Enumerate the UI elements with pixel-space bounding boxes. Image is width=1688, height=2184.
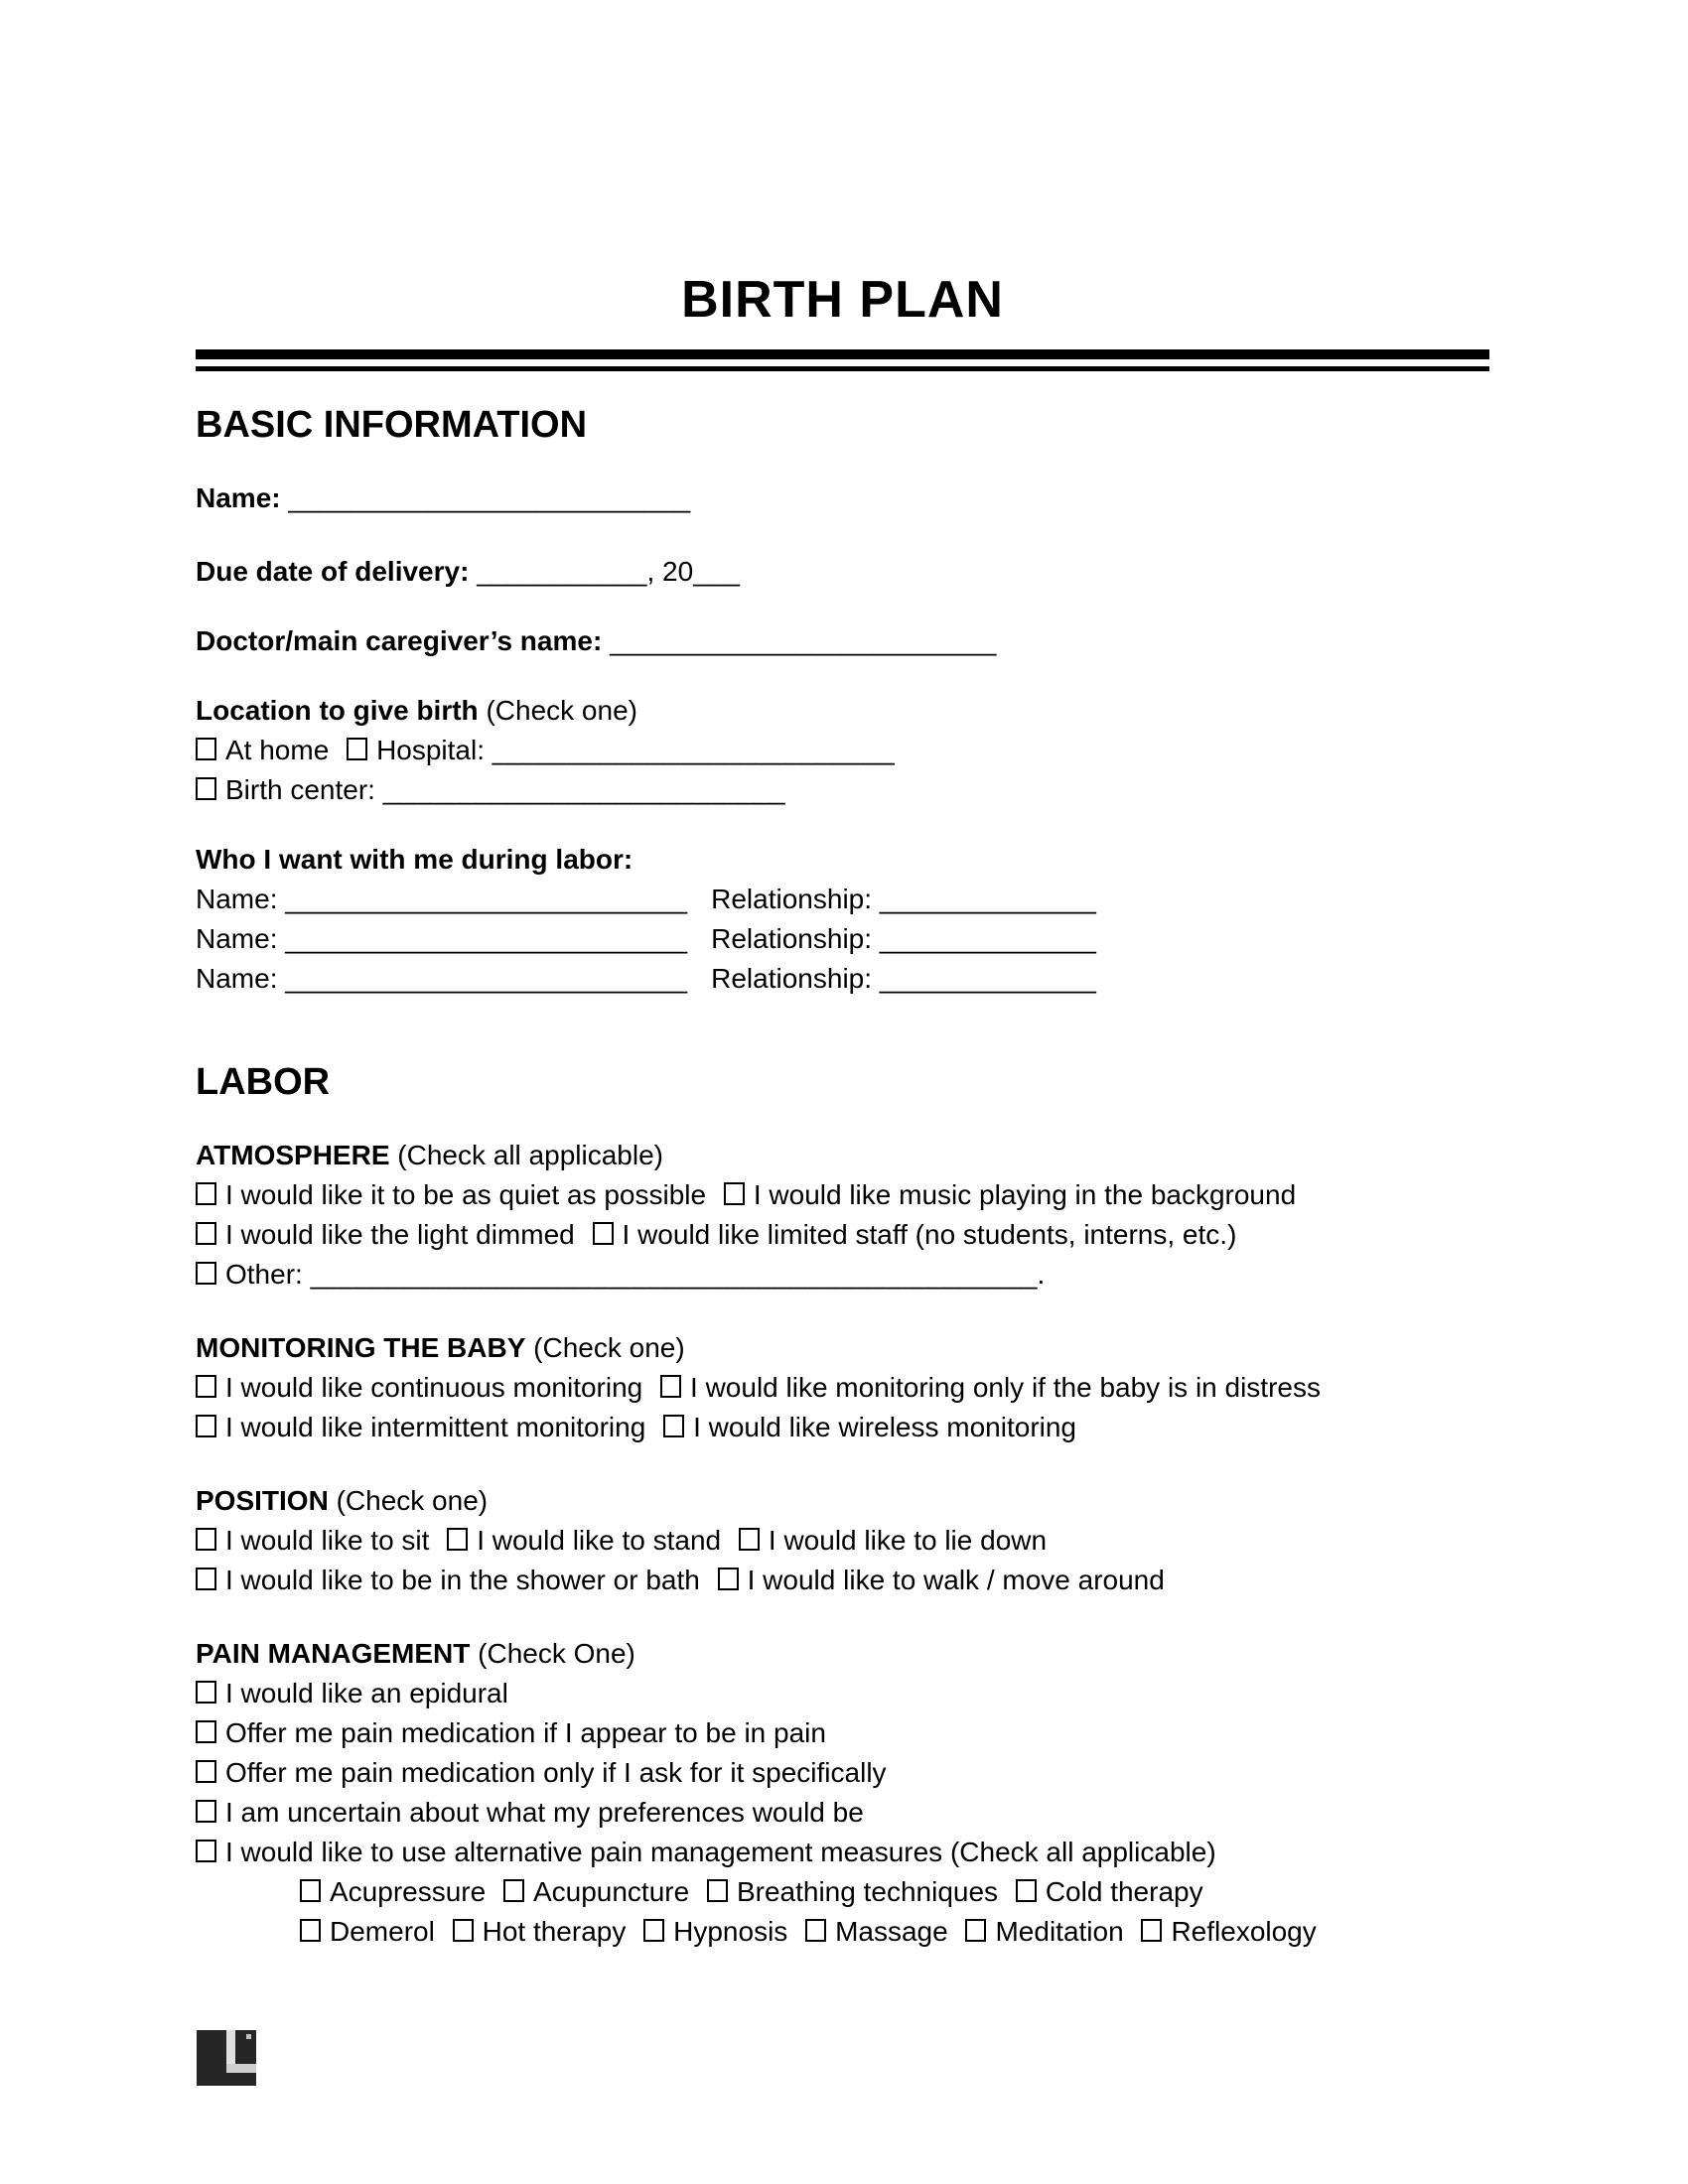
monitoring-heading <box>196 1328 1489 1368</box>
checkbox-icon[interactable] <box>724 1182 745 1205</box>
other-fill-in-blank[interactable]: _______________________________________________ <box>310 1259 1038 1290</box>
support-name-label: Name: <box>196 884 278 914</box>
location-options-row-1 <box>196 731 1489 770</box>
option-label: Other: <box>225 1259 303 1290</box>
option-label: Acupuncture <box>532 1876 690 1907</box>
checkbox-option[interactable] <box>196 1372 642 1403</box>
doctor-label: Doctor/main caregiver’s name: <box>196 625 603 656</box>
birth-center-fill-in-blank[interactable]: __________________________ <box>382 774 785 805</box>
checkbox-icon[interactable] <box>196 777 216 800</box>
checkbox-option[interactable] <box>1141 1916 1316 1947</box>
checkbox-option-birth-center[interactable] <box>196 774 785 805</box>
support-row <box>196 959 1489 999</box>
support-block <box>196 840 1489 999</box>
support-rel-label: Relationship: <box>711 963 873 994</box>
option-label: I would like to be in the shower or bath <box>225 1565 700 1595</box>
pain-row <box>196 1753 1489 1793</box>
name-label: Name: <box>196 482 281 513</box>
checkbox-icon[interactable] <box>718 1568 739 1590</box>
logo-dot <box>246 2034 251 2039</box>
checkbox-option[interactable] <box>1016 1876 1203 1907</box>
checkbox-icon[interactable] <box>300 1919 321 1942</box>
document-content <box>196 0 1489 1952</box>
support-row <box>196 919 1489 959</box>
position-heading <box>196 1481 1489 1521</box>
checkbox-icon[interactable] <box>196 1760 216 1783</box>
checkbox-icon[interactable] <box>196 1568 216 1590</box>
atmosphere-hint: (Check all applicable) <box>397 1140 663 1170</box>
checkbox-option[interactable] <box>663 1412 1076 1442</box>
option-label: Offer me pain medication only if I ask for it specifically <box>225 1757 887 1788</box>
checkbox-icon[interactable] <box>1141 1919 1162 1942</box>
option-label: Hot therapy <box>482 1916 627 1947</box>
checkbox-option[interactable] <box>805 1916 948 1947</box>
option-label: Birth center: <box>225 774 375 805</box>
monitoring-row <box>196 1368 1489 1408</box>
checkbox-option[interactable] <box>300 1876 486 1907</box>
checkbox-icon[interactable] <box>196 1182 216 1205</box>
checkbox-icon[interactable] <box>196 1375 216 1398</box>
support-name-label: Name: <box>196 923 278 954</box>
pain-row <box>196 1793 1489 1833</box>
support-rel-blank[interactable]: ______________ <box>879 884 1096 914</box>
option-label: Breathing techniques <box>736 1876 999 1907</box>
location-hint: (Check one) <box>486 695 637 726</box>
section-heading-basic-information: BASIC INFORMATION <box>196 404 588 446</box>
checkbox-icon[interactable] <box>196 1528 216 1551</box>
checkbox-option[interactable] <box>196 1797 864 1828</box>
pain-hint: (Check One) <box>478 1638 635 1669</box>
support-rel-blank[interactable]: ______________ <box>879 963 1096 994</box>
option-label: Hospital: <box>376 735 485 765</box>
checkbox-option[interactable] <box>196 1717 826 1748</box>
checkbox-icon[interactable] <box>196 1800 216 1823</box>
monitoring-label: MONITORING THE BABY <box>196 1332 526 1363</box>
support-name-blank[interactable]: __________________________ <box>285 963 688 994</box>
page-title: BIRTH PLAN <box>681 271 1004 329</box>
checkbox-option[interactable] <box>196 1565 700 1595</box>
monitoring-hint: (Check one) <box>533 1332 685 1363</box>
checkbox-option-other[interactable] <box>196 1259 1045 1290</box>
checkbox-icon[interactable] <box>196 1222 216 1245</box>
option-label: Hypnosis <box>673 1916 788 1947</box>
support-rel-label: Relationship: <box>711 923 873 954</box>
atmosphere-label: ATMOSPHERE <box>196 1140 390 1170</box>
support-name-blank[interactable]: __________________________ <box>285 884 688 914</box>
support-name-label: Name: <box>196 963 278 994</box>
checkbox-option-at-home[interactable] <box>196 735 329 765</box>
support-name-blank[interactable]: __________________________ <box>285 923 688 954</box>
checkbox-option[interactable] <box>447 1525 721 1556</box>
checkbox-icon[interactable] <box>300 1879 321 1902</box>
pain-alternative-row <box>196 1912 1489 1952</box>
doctor-fill-in-blank[interactable]: _________________________ <box>610 625 997 656</box>
checkbox-icon[interactable] <box>660 1375 681 1398</box>
due-date-fill-in-blank[interactable]: ___________ <box>477 556 647 587</box>
atmosphere-row <box>196 1175 1489 1215</box>
checkbox-option[interactable] <box>196 1179 706 1210</box>
checkbox-option[interactable] <box>965 1916 1123 1947</box>
hospital-fill-in-blank[interactable]: __________________________ <box>492 735 895 765</box>
pain-block <box>196 1634 1489 1952</box>
field-due-date <box>196 552 1489 592</box>
option-label: I would like to sit <box>225 1525 430 1556</box>
monitoring-row <box>196 1408 1489 1447</box>
other-period: . <box>1037 1259 1046 1290</box>
checkbox-icon[interactable] <box>196 738 216 760</box>
checkbox-icon[interactable] <box>196 1415 216 1437</box>
field-name <box>196 478 1489 518</box>
option-label: I would like to use alternative pain management measures (Check all applicable) <box>225 1837 1216 1867</box>
checkbox-option[interactable] <box>739 1525 1047 1556</box>
checkbox-icon[interactable] <box>739 1528 760 1551</box>
option-label: I would like music playing in the background <box>753 1179 1297 1210</box>
atmosphere-block <box>196 1136 1489 1295</box>
option-label: I would like the light dimmed <box>225 1219 575 1250</box>
checkbox-icon[interactable] <box>196 1262 216 1285</box>
pain-heading <box>196 1634 1489 1674</box>
support-rel-label: Relationship: <box>711 884 873 914</box>
checkbox-option[interactable] <box>196 1219 575 1250</box>
checkbox-icon[interactable] <box>196 1720 216 1743</box>
option-label: At home <box>225 735 330 765</box>
checkbox-option[interactable] <box>724 1179 1296 1210</box>
checkbox-option[interactable] <box>660 1372 1321 1403</box>
title-divider <box>196 349 1489 371</box>
checkbox-option[interactable] <box>503 1876 689 1907</box>
position-label: POSITION <box>196 1485 329 1516</box>
atmosphere-heading <box>196 1136 1489 1175</box>
atmosphere-row <box>196 1215 1489 1255</box>
location-label: Location to give birth <box>196 695 479 726</box>
logo-l-horizontal-bar <box>226 2064 256 2073</box>
checkbox-option[interactable] <box>196 1678 508 1708</box>
checkbox-icon[interactable] <box>805 1919 826 1942</box>
pain-row <box>196 1833 1489 1872</box>
checkbox-option[interactable] <box>196 1757 887 1788</box>
option-label: I would like to stand <box>477 1525 722 1556</box>
option-label: I would like an epidural <box>225 1678 508 1708</box>
option-label: Demerol <box>330 1916 435 1947</box>
due-date-year-blank[interactable]: ___ <box>693 556 740 587</box>
checkbox-icon[interactable] <box>663 1415 684 1437</box>
location-heading <box>196 691 1489 731</box>
option-label: I would like it to be as quiet as possible <box>225 1179 707 1210</box>
checkbox-option[interactable] <box>453 1916 627 1947</box>
option-label: I would like wireless monitoring <box>693 1412 1077 1442</box>
pain-alternative-row <box>196 1872 1489 1912</box>
position-block <box>196 1481 1489 1600</box>
checkbox-icon[interactable] <box>196 1681 216 1704</box>
option-label: I would like intermittent monitoring <box>225 1412 646 1442</box>
support-rel-blank[interactable]: ______________ <box>879 923 1096 954</box>
checkbox-option[interactable] <box>643 1916 787 1947</box>
option-label: I would like limited staff (no students, interns, etc.) <box>622 1219 1237 1250</box>
position-hint: (Check one) <box>336 1485 489 1516</box>
checkbox-icon[interactable] <box>643 1919 664 1942</box>
checkbox-icon[interactable] <box>593 1222 614 1245</box>
checkbox-icon[interactable] <box>447 1528 468 1551</box>
support-heading: Who I want with me during labor: <box>196 844 633 875</box>
section-heading-labor: LABOR <box>196 1061 331 1103</box>
atmosphere-other-row <box>196 1255 1489 1295</box>
support-row <box>196 880 1489 919</box>
option-label: Offer me pain medication if I appear to be in pain <box>225 1717 826 1748</box>
checkbox-option[interactable] <box>196 1412 645 1442</box>
checkbox-icon[interactable] <box>453 1919 474 1942</box>
pain-row <box>196 1713 1489 1753</box>
option-label: Reflexology <box>1171 1916 1317 1947</box>
checkbox-icon[interactable] <box>707 1879 728 1902</box>
option-label: I am uncertain about what my preferences would be <box>225 1797 864 1828</box>
checkbox-option[interactable] <box>196 1837 1216 1867</box>
option-label: I would like to lie down <box>768 1525 1048 1556</box>
checkbox-option[interactable] <box>300 1916 435 1947</box>
checkbox-option[interactable] <box>196 1525 429 1556</box>
option-label: Massage <box>835 1916 948 1947</box>
option-label: I would like continuous monitoring <box>225 1372 643 1403</box>
option-label: Acupressure <box>330 1876 487 1907</box>
checkbox-icon[interactable] <box>347 738 367 760</box>
option-label: Meditation <box>995 1916 1124 1947</box>
pain-row <box>196 1674 1489 1713</box>
checkbox-icon[interactable] <box>503 1879 524 1902</box>
location-block <box>196 691 1489 810</box>
location-options-row-2 <box>196 770 1489 810</box>
checkbox-option[interactable] <box>707 1876 998 1907</box>
monitoring-block <box>196 1328 1489 1447</box>
name-fill-in-blank[interactable]: __________________________ <box>288 482 691 513</box>
checkbox-option[interactable] <box>593 1219 1237 1250</box>
position-row <box>196 1561 1489 1600</box>
due-date-label: Due date of delivery: <box>196 556 470 587</box>
due-date-year-prefix: , 20 <box>646 556 694 587</box>
legal-templates-logo <box>197 2030 256 2086</box>
checkbox-option[interactable] <box>718 1565 1165 1595</box>
option-label: I would like to walk / move around <box>747 1565 1165 1595</box>
option-label: Cold therapy <box>1045 1876 1203 1907</box>
checkbox-icon[interactable] <box>965 1919 986 1942</box>
checkbox-option-hospital[interactable] <box>347 735 895 765</box>
field-doctor <box>196 621 1489 661</box>
checkbox-icon[interactable] <box>196 1840 216 1862</box>
position-row <box>196 1521 1489 1561</box>
pain-label: PAIN MANAGEMENT <box>196 1638 471 1669</box>
option-label: I would like monitoring only if the baby is in distress <box>690 1372 1321 1403</box>
checkbox-icon[interactable] <box>1016 1879 1037 1902</box>
